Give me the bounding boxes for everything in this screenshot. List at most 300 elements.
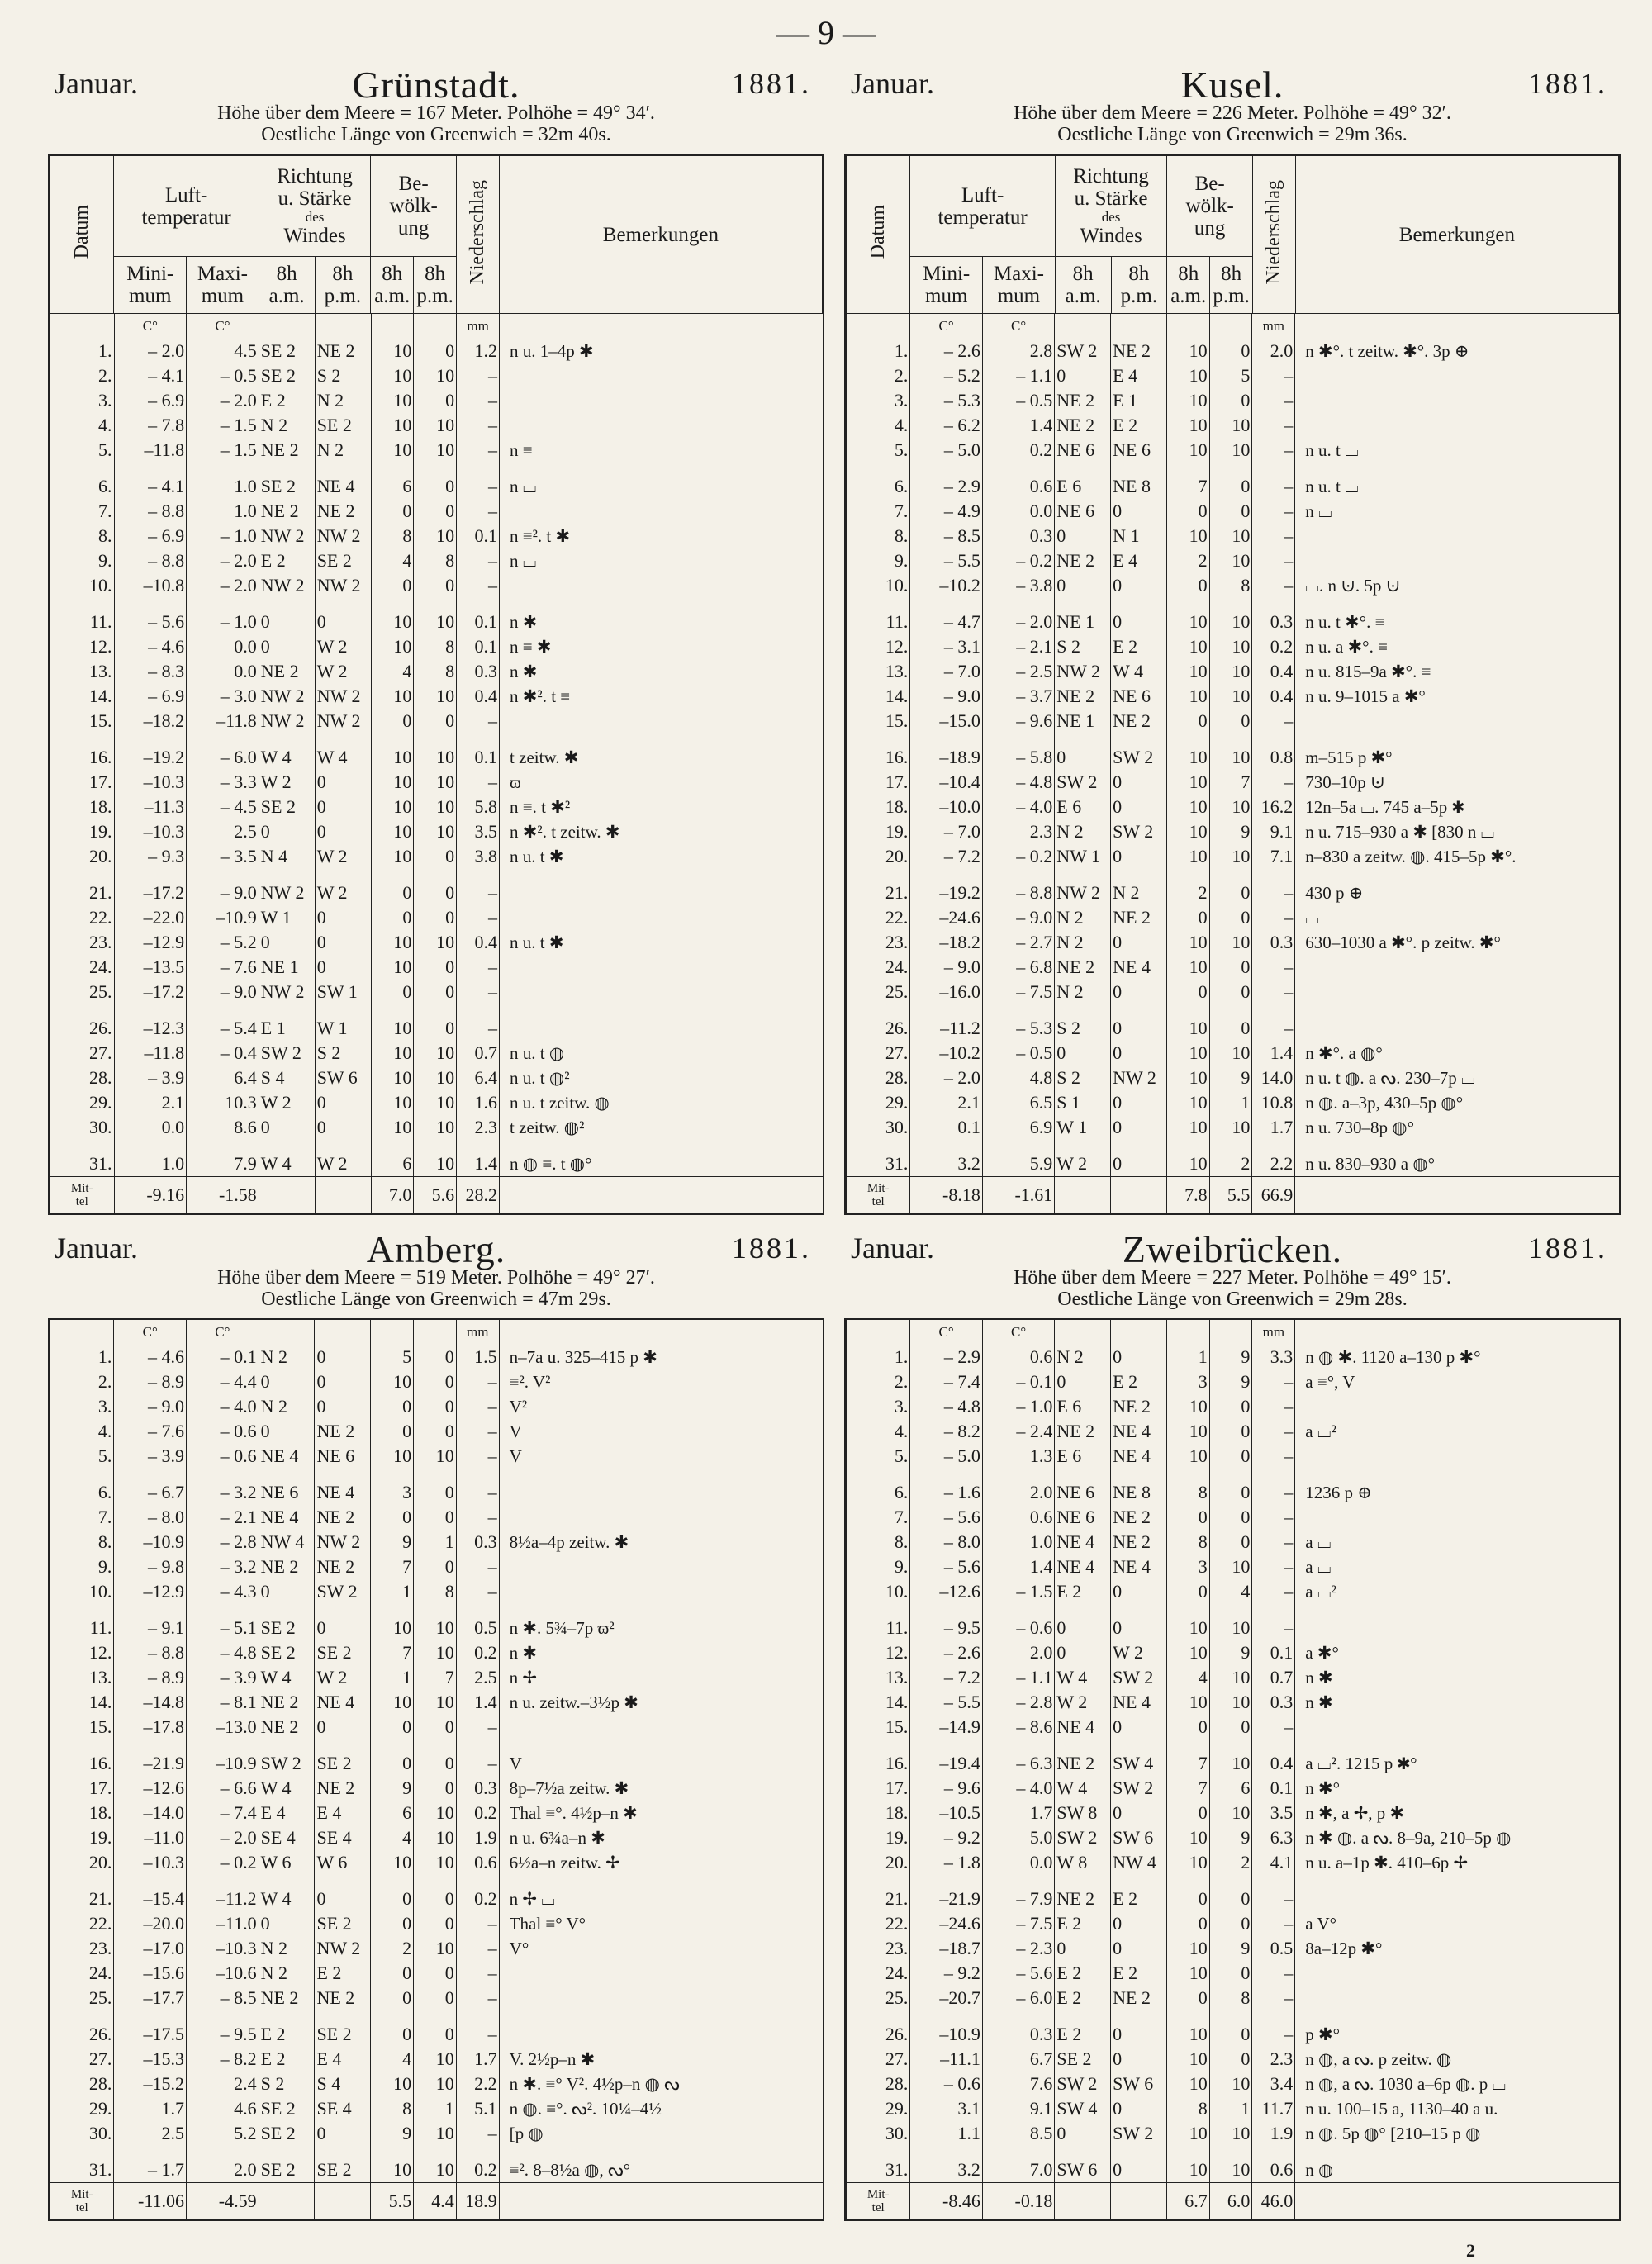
cell-max: 2.4 [187, 2072, 259, 2096]
cell-max: – 9.6 [982, 709, 1054, 733]
cell-min: –10.3 [114, 1850, 187, 1875]
cell-bew-am: 10 [1166, 1604, 1209, 1640]
cell-wind-am: 0 [1055, 1640, 1111, 1665]
cell-min: – 2.0 [114, 339, 187, 363]
cell-min: –11.8 [114, 438, 187, 463]
cell-min: –15.6 [114, 1961, 187, 1986]
cell-wind-am: SE 2 [259, 463, 315, 499]
cell-min: – 3.9 [114, 1066, 187, 1090]
cell-max: – 7.9 [982, 1875, 1054, 1911]
table-row [50, 2010, 824, 2047]
cell-bew-pm: 8 [1209, 573, 1252, 598]
cell-max: 5.0 [982, 1825, 1054, 1850]
cell-min: – 6.9 [114, 524, 187, 548]
cell-bew-am: 7 [371, 1640, 414, 1665]
cell-wind-am: NE 6 [1055, 438, 1111, 463]
cell-bew-am: 9 [371, 1530, 414, 1554]
cell-max: – 3.5 [187, 844, 259, 869]
cell-bew-pm: 0 [414, 339, 457, 363]
cell-bew-am: 5 [371, 1345, 414, 1369]
cell-wind-pm: 0 [1111, 770, 1167, 795]
cell-bemerkungen: m–515 p ✱° [1295, 733, 1619, 770]
table-row [847, 2146, 1620, 2183]
cell-niederschlag: – [456, 1394, 499, 1419]
cell-bew-am: 10 [371, 339, 414, 363]
cell-datum: 14. [847, 1690, 910, 1715]
cell-niederschlag: – [1252, 363, 1295, 388]
cell-datum: 2. [50, 1369, 114, 1394]
cell-niederschlag: – [456, 1505, 499, 1530]
cell-bew-am: 10 [371, 1090, 414, 1115]
cell-max: – 2.5 [982, 659, 1054, 684]
cell-bew-am: 0 [371, 2010, 414, 2047]
cell-wind-pm: N 1 [1111, 524, 1167, 548]
cell-bew-pm: 1 [1209, 1090, 1252, 1115]
cell-bemerkungen: n ✱². t ≡ [500, 684, 823, 709]
cell-bew-pm: 10 [1209, 548, 1252, 573]
table-row [50, 795, 824, 819]
cell-datum: 22. [50, 1911, 114, 1936]
cell-wind-am: NE 4 [259, 1444, 315, 1469]
unit-celsius: C° [982, 314, 1054, 339]
cell-bew-pm: 0 [414, 499, 457, 524]
cell-wind-pm: NE 2 [315, 1419, 371, 1444]
cell-niederschlag: – [1252, 709, 1295, 733]
cell-bemerkungen: V° [499, 1936, 823, 1961]
cell-datum: 24. [50, 1961, 114, 1986]
cell-max: 2.0 [982, 1469, 1054, 1505]
station-name: Amberg. [366, 1228, 506, 1270]
cell-datum: 31. [847, 2146, 910, 2183]
cell-bemerkungen: n ◍, a ᔓ. 1030 a–6p ◍. p ⌴ [1295, 2072, 1619, 2096]
cell-min: –11.0 [114, 1825, 187, 1850]
table-row [847, 684, 1620, 709]
cell-wind-pm: W 2 [315, 659, 371, 684]
cell-wind-pm: NE 6 [1111, 684, 1167, 709]
cell-min: 2.1 [114, 1090, 187, 1115]
cell-datum: 23. [50, 930, 115, 955]
cell-bew-pm: 10 [1209, 438, 1252, 463]
cell-min: – 2.9 [910, 1345, 983, 1369]
cell-wind-am: 0 [1055, 573, 1111, 598]
cell-min: – 8.8 [114, 548, 187, 573]
cell-wind-am: NE 2 [1055, 1419, 1111, 1444]
cell-min: –14.9 [910, 1715, 983, 1740]
cell-min: – 6.9 [114, 684, 187, 709]
mittel-min: -8.46 [910, 2183, 983, 2220]
cell-datum: 12. [847, 1640, 910, 1665]
unit-celsius: C° [114, 1320, 187, 1345]
cell-bew-am: 10 [1166, 388, 1209, 413]
cell-niederschlag: – [457, 548, 500, 573]
cell-niederschlag: 0.2 [456, 2146, 499, 2183]
cell-wind-pm: NW 2 [315, 573, 371, 598]
cell-bew-am: 0 [371, 1715, 414, 1740]
cell-max: 2.3 [982, 819, 1054, 844]
table-row [50, 709, 824, 733]
cell-bew-am: 10 [371, 684, 414, 709]
table-row [847, 1369, 1620, 1394]
cell-min: –15.3 [114, 2047, 187, 2072]
cell-bew-pm: 1 [1209, 2096, 1252, 2121]
cell-bemerkungen: n ⌴ [500, 548, 823, 573]
cell-max: 6.5 [982, 1090, 1054, 1115]
header-bew-pm: 8h p.m. [414, 257, 457, 314]
cell-max: – 4.8 [982, 770, 1054, 795]
cell-min: –15.2 [114, 2072, 187, 2096]
table-row [847, 1715, 1620, 1740]
cell-wind-pm: W 2 [315, 634, 371, 659]
cell-wind-pm: W 4 [315, 733, 371, 770]
table-row [50, 1444, 824, 1469]
cell-bew-am: 0 [371, 980, 414, 1004]
table-row [847, 388, 1620, 413]
cell-max: – 2.7 [982, 930, 1054, 955]
cell-datum: 20. [50, 844, 115, 869]
cell-bew-am: 10 [1166, 1140, 1209, 1177]
cell-niederschlag: 0.4 [1252, 684, 1295, 709]
cell-max: – 5.4 [187, 1004, 259, 1041]
cell-bemerkungen: n ◍. ≡°. ᔓ². 10¼–4½ [499, 2096, 823, 2121]
table-row [50, 1850, 824, 1875]
cell-niederschlag: – [456, 1961, 499, 1986]
header-bew-am: 8h a.m. [1167, 257, 1210, 314]
header-minimum: Mini- mum [114, 257, 187, 314]
cell-niederschlag: – [1252, 980, 1295, 1004]
cell-bemerkungen: n–830 a zeitw. ◍. 415–5p ✱°. [1295, 844, 1619, 869]
cell-niederschlag: 4.1 [1252, 1850, 1295, 1875]
cell-bew-am: 10 [1166, 363, 1209, 388]
cell-bew-am: 10 [1166, 733, 1209, 770]
cell-bew-pm: 10 [414, 1090, 457, 1115]
cell-min: – 8.9 [114, 1665, 187, 1690]
cell-wind-am: SW 6 [1055, 2146, 1111, 2183]
cell-wind-am: N 2 [1055, 980, 1111, 1004]
cell-bew-pm: 0 [414, 1875, 457, 1911]
cell-max: – 2.0 [187, 573, 259, 598]
cell-bemerkungen [1295, 548, 1619, 573]
cell-wind-am: NE 2 [1055, 413, 1111, 438]
cell-min: – 4.1 [114, 363, 187, 388]
cell-min: –21.9 [114, 1740, 187, 1776]
cell-bemerkungen [500, 363, 823, 388]
table-row [847, 1066, 1620, 1090]
cell-wind-am: SE 2 [259, 2146, 315, 2183]
cell-bew-pm: 0 [1209, 709, 1252, 733]
cell-wind-am: S 4 [259, 1066, 315, 1090]
cell-niederschlag: 3.3 [1252, 1345, 1295, 1369]
cell-datum: 24. [847, 955, 910, 980]
cell-bemerkungen: a ⌴² [1295, 1419, 1619, 1444]
cell-niederschlag: 2.2 [456, 2072, 499, 2096]
cell-wind-am: E 2 [1055, 1911, 1111, 1936]
cell-max: – 6.6 [187, 1776, 259, 1801]
month-label: Januar. [55, 1232, 138, 1265]
cell-max: – 7.4 [187, 1801, 259, 1825]
station-info-longitude: Oestliche Länge von Greenwich = 29m 36s. [1057, 124, 1408, 145]
cell-min: – 5.5 [910, 1690, 983, 1715]
cell-max: 1.0 [187, 463, 259, 499]
cell-bew-am: 4 [371, 2047, 414, 2072]
cell-min: – 7.2 [910, 1665, 983, 1690]
cell-datum: 17. [50, 770, 115, 795]
table-row [50, 1776, 824, 1801]
cell-max: 2.0 [982, 1640, 1054, 1665]
cell-niederschlag: – [1252, 548, 1295, 573]
cell-bew-am: 4 [1166, 1665, 1209, 1690]
cell-wind-pm: 0 [1111, 1604, 1167, 1640]
cell-niederschlag: 7.1 [1252, 844, 1295, 869]
cell-bew-am: 10 [371, 388, 414, 413]
cell-min: 2.5 [114, 2121, 187, 2146]
cell-min: – 8.8 [114, 499, 187, 524]
cell-min: 1.0 [114, 1140, 187, 1177]
cell-wind-pm: SW 2 [1111, 1776, 1167, 1801]
cell-wind-pm: NE 2 [315, 1986, 371, 2010]
mittel-niederschlag: 18.9 [456, 2183, 499, 2220]
cell-wind-pm: SE 2 [315, 2010, 371, 2047]
cell-datum: 16. [50, 1740, 114, 1776]
cell-niederschlag: – [1252, 573, 1295, 598]
mittel-label: Mit- tel [50, 2183, 114, 2220]
cell-datum: 17. [847, 1776, 910, 1801]
cell-min: –18.7 [910, 1936, 983, 1961]
table-body [50, 1320, 823, 2219]
cell-bew-pm: 10 [414, 1041, 457, 1066]
cell-datum: 14. [847, 684, 910, 709]
cell-max: –10.9 [187, 905, 259, 930]
cell-datum: 30. [847, 2121, 910, 2146]
cell-bew-pm: 0 [414, 1961, 457, 1986]
cell-wind-pm: SW 2 [1111, 1665, 1167, 1690]
cell-bemerkungen: n u. t ◍. a ᔓ. 230–7p ⌴ [1295, 1066, 1619, 1090]
cell-max: 0.0 [982, 1850, 1054, 1875]
cell-bemerkungen [1295, 413, 1619, 438]
cell-datum: 19. [50, 819, 115, 844]
cell-niederschlag: 1.7 [456, 2047, 499, 2072]
station-info-height: Höhe über dem Meere = 227 Meter. Polhöhe = 49° 15′. [1014, 1267, 1451, 1289]
cell-bew-am: 0 [1166, 709, 1209, 733]
cell-bew-pm: 10 [1209, 598, 1252, 634]
cell-min: –10.3 [114, 819, 187, 844]
cell-wind-am: S 1 [1055, 1090, 1111, 1115]
table-body [846, 314, 1619, 1213]
cell-niederschlag: – [457, 388, 500, 413]
cell-datum: 24. [50, 955, 115, 980]
cell-datum: 21. [50, 869, 115, 905]
cell-datum: 13. [50, 1665, 114, 1690]
cell-max: 0.6 [982, 1505, 1054, 1530]
cell-datum: 11. [50, 1604, 114, 1640]
cell-bew-am: 10 [371, 2146, 414, 2183]
year-label: 1881. [1528, 67, 1607, 100]
cell-niederschlag: 1.5 [456, 1345, 499, 1369]
cell-bew-am: 0 [1166, 1505, 1209, 1530]
cell-datum: 30. [50, 1115, 115, 1140]
table-row [50, 1961, 824, 1986]
cell-bew-am: 1 [371, 1665, 414, 1690]
cell-min: – 2.9 [910, 463, 983, 499]
cell-niederschlag: 5.1 [456, 2096, 499, 2121]
cell-min: –12.6 [114, 1776, 187, 1801]
cell-datum: 31. [847, 1140, 910, 1177]
cell-bew-pm: 10 [414, 795, 457, 819]
cell-datum: 14. [50, 1690, 114, 1715]
cell-wind-am: 0 [259, 1419, 315, 1444]
cell-niederschlag: 0.1 [457, 524, 500, 548]
cell-wind-pm: 0 [1111, 1090, 1167, 1115]
header-wind-am: 8h a.m. [259, 257, 315, 314]
cell-niederschlag: 0.2 [456, 1875, 499, 1911]
cell-max: 0.0 [187, 634, 259, 659]
cell-min: 2.1 [910, 1090, 983, 1115]
cell-bew-pm: 8 [414, 1579, 457, 1604]
cell-wind-am: N 2 [259, 1961, 315, 1986]
cell-bemerkungen: a ⌴ [1295, 1554, 1619, 1579]
cell-max: 1.7 [982, 1801, 1054, 1825]
cell-max: – 2.0 [187, 1825, 259, 1850]
cell-datum: 17. [847, 770, 910, 795]
cell-bemerkungen: n u. t ✱°. ≡ [1295, 598, 1619, 634]
cell-wind-am: NE 2 [1055, 1740, 1111, 1776]
cell-datum: 25. [50, 1986, 114, 2010]
cell-wind-am: NW 4 [259, 1530, 315, 1554]
cell-wind-am: NW 2 [259, 684, 315, 709]
cell-datum: 7. [50, 499, 115, 524]
cell-wind-am: SW 2 [1055, 1825, 1111, 1850]
cell-bew-am: 10 [1166, 1825, 1209, 1850]
cell-bew-am: 10 [371, 844, 414, 869]
cell-min: – 4.7 [910, 598, 983, 634]
cell-niederschlag: – [1252, 955, 1295, 980]
cell-niederschlag: – [456, 1469, 499, 1505]
cell-bew-pm: 0 [1209, 339, 1252, 363]
table-row [847, 339, 1620, 363]
cell-bew-pm: 10 [1209, 1554, 1252, 1579]
table-row [50, 634, 824, 659]
cell-wind-pm: 0 [1111, 1345, 1167, 1369]
table-row [50, 2146, 824, 2183]
table-row [50, 2072, 824, 2096]
cell-min: – 5.6 [114, 598, 187, 634]
cell-min: – 4.9 [910, 499, 983, 524]
month-label: Januar. [851, 67, 934, 100]
cell-bew-pm: 10 [1209, 634, 1252, 659]
cell-niederschlag: 2.2 [1252, 1140, 1295, 1177]
cell-min: – 9.2 [910, 1825, 983, 1850]
cell-wind-am: W 4 [259, 733, 315, 770]
table-row [50, 905, 824, 930]
cell-bew-am: 0 [1166, 1579, 1209, 1604]
cell-bemerkungen: V [499, 1740, 823, 1776]
cell-wind-am: NE 2 [259, 659, 315, 684]
table-row [50, 1140, 824, 1177]
header-bew-am: 8h a.m. [371, 257, 414, 314]
cell-wind-am: E 2 [259, 388, 315, 413]
cell-wind-pm: NE 4 [1111, 955, 1167, 980]
cell-max: 7.6 [982, 2072, 1054, 2096]
table-row [847, 955, 1620, 980]
cell-max: – 1.1 [982, 363, 1054, 388]
cell-wind-am: SE 2 [259, 2121, 315, 2146]
cell-min: –10.5 [910, 1801, 983, 1825]
cell-bew-pm: 1 [414, 1530, 457, 1554]
cell-bemerkungen [500, 573, 823, 598]
cell-wind-am: 0 [259, 819, 315, 844]
cell-bew-am: 8 [1166, 2096, 1209, 2121]
cell-min: – 2.0 [910, 1066, 983, 1090]
cell-wind-pm: NE 6 [1111, 438, 1167, 463]
cell-wind-am: W 1 [259, 905, 315, 930]
cell-bew-pm: 0 [1209, 2010, 1252, 2047]
table-row [847, 1041, 1620, 1066]
cell-max: – 0.6 [187, 1444, 259, 1469]
cell-bew-am: 10 [1166, 1936, 1209, 1961]
cell-bemerkungen: n ✱ [500, 659, 823, 684]
cell-bew-pm: 0 [414, 1715, 457, 1740]
cell-niederschlag: 1.4 [1252, 1041, 1295, 1066]
cell-niederschlag: 1.9 [456, 1825, 499, 1850]
cell-datum: 30. [50, 2121, 114, 2146]
cell-min: –20.0 [114, 1911, 187, 1936]
cell-bemerkungen: t zeitw. ✱ [500, 733, 823, 770]
cell-bew-am: 0 [1166, 1875, 1209, 1911]
table-row [847, 438, 1620, 463]
cell-wind-am: W 2 [259, 1090, 315, 1115]
cell-bew-pm: 0 [1209, 1419, 1252, 1444]
table-row [50, 1469, 824, 1505]
mittel-label: Mit- tel [50, 1177, 115, 1214]
cell-niederschlag: – [1252, 1369, 1295, 1394]
cell-niederschlag: 3.4 [1252, 2072, 1295, 2096]
cell-bew-am: 10 [371, 819, 414, 844]
table-row [847, 634, 1620, 659]
header-wind-des: des [1101, 209, 1121, 225]
cell-max: – 3.8 [982, 573, 1054, 598]
cell-wind-pm: 0 [1111, 2146, 1167, 2183]
cell-datum: 23. [847, 930, 910, 955]
cell-max: 2.0 [187, 2146, 259, 2183]
cell-bemerkungen: n ✱, a ✢, p ✱ [1295, 1801, 1619, 1825]
station-info-height: Höhe über dem Meere = 226 Meter. Polhöhe = 49° 32′. [1014, 102, 1451, 124]
mittel-bew-pm: 5.5 [1209, 1177, 1252, 1214]
table-row [847, 413, 1620, 438]
cell-niederschlag: – [1252, 1469, 1295, 1505]
cell-bew-am: 10 [1166, 1444, 1209, 1469]
cell-min: – 7.0 [910, 819, 983, 844]
cell-max: – 3.2 [187, 1469, 259, 1505]
table-row [847, 980, 1620, 1004]
cell-niederschlag: 6.4 [457, 1066, 500, 1090]
cell-bemerkungen [1295, 709, 1619, 733]
cell-datum: 7. [50, 1505, 114, 1530]
cell-bemerkungen: n u. t ✱ [500, 930, 823, 955]
cell-datum: 18. [50, 1801, 114, 1825]
cell-datum: 19. [847, 819, 910, 844]
cell-bew-pm: 10 [1209, 795, 1252, 819]
cell-datum: 6. [50, 463, 115, 499]
cell-max: – 3.0 [187, 684, 259, 709]
table-row [847, 1776, 1620, 1801]
cell-bemerkungen: n u. 715–930 a ✱ [830 n ⌴ [1295, 819, 1619, 844]
cell-bew-am: 10 [371, 1041, 414, 1066]
cell-wind-am: 0 [1055, 363, 1111, 388]
table-row [50, 819, 824, 844]
cell-bemerkungen [500, 388, 823, 413]
cell-min: –16.0 [910, 980, 983, 1004]
table-row [847, 1936, 1620, 1961]
table-row [50, 1801, 824, 1825]
